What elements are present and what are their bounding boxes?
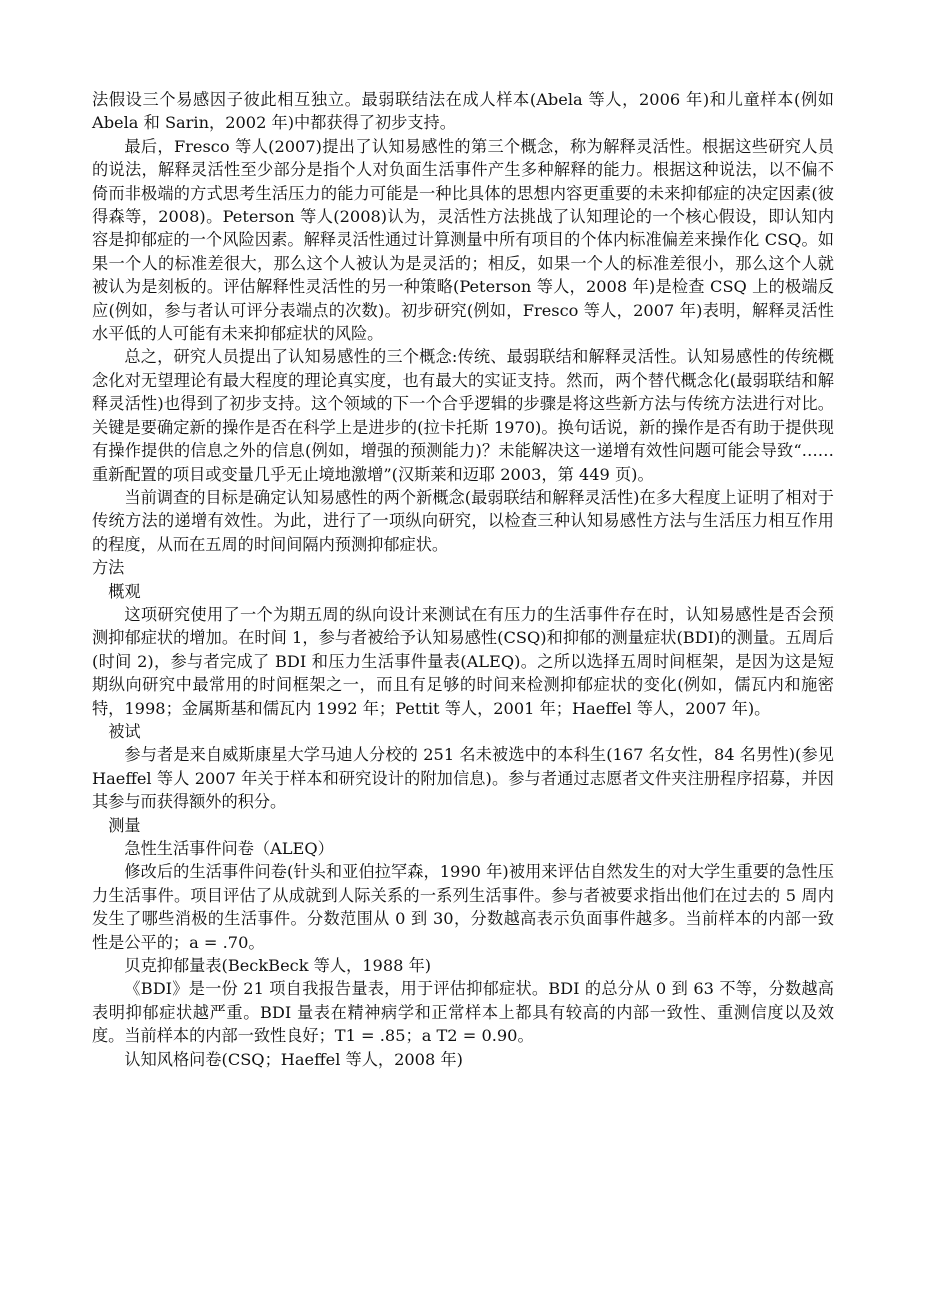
- paragraph-current-study-goal: 当前调查的目标是确定认知易感性的两个新概念(最弱联结和解释灵活性)在多大程度上证明了相对于传统方法的递增有效性。为此，进行了一项纵向研究，以检查三种认知易感性方法与生活压力相互作用的程度，从而在五周的时间间隔内预测抑郁症状。: [92, 487, 834, 554]
- heading-aleq: 急性生活事件问卷（ALEQ）: [124, 839, 334, 858]
- paragraph-aleq: 修改后的生活事件问卷(针头和亚伯拉罕森，1990 年)被用来评估自然发生的对大学生重要的急性压力生活事件。项目评估了从成就到人际关系的一系列生活事件。参与者被要求指出他们在过去的 5 周内发生了哪些消极的生活事件。分数范围从 0 到 30，分数越高表示负面事件越多。当前样本的内部一致性是公平的；a = .70。: [92, 862, 834, 952]
- paragraph-explanatory-flexibility: 最后，Fresco 等人(2007)提出了认知易感性的第三个概念，称为解释灵活性。根据这些研究人员的说法，解释灵活性至少部分是指个人对负面生活事件产生多种解释的能力。根据这种说法，以不偏不倚而非极端的方式思考生活压力的能力可能是一种比具体的思想内容更重要的未来抑郁症的决定因素(彼得森等，2008)。Peterson 等人(2008)认为，灵活性方法挑战了认知理论的一个核心假设，即认知内容是抑郁症的一个风险因素。解释灵活性通过计算测量中所有项目的个体内标准偏差来操作化 CSQ。如果一个人的标准差很大，那么这个人被认为是灵活的；相反，如果一个人的标准差很小，那么这个人就被认为是刻板的。评估解释性灵活性的另一种策略(Peterson 等人，2008 年)是检查 CSQ 上的极端反应(例如，参与者认可评分表端点的次数)。初步研究(例如，Fresco 等人，2007 年)表明，解释灵活性水平低的人可能有未来抑郁症状的风险。: [92, 136, 834, 344]
- heading-methods: 方法: [92, 558, 125, 578]
- heading-subjects: 被试: [108, 721, 141, 741]
- heading-csq: 认知风格问卷(CSQ；Haeffel 等人，2008 年): [124, 1049, 463, 1069]
- paragraph-summary: 总之，研究人员提出了认知易感性的三个概念:传统、最弱联结和解释灵活性。认知易感性的传统概念化对无望理论有最大程度的理论真实度，也有最大的实证支持。然而，两个替代概念化(最弱联结和解释灵活性)也得到了初步支持。这个领域的下一个合乎逻辑的步骤是将这些新方法与传统方法进行对比。关键是要确定新的操作是否在科学上是进步的(拉卡托斯 1970)。换句话说，新的操作是否有助于提供现有操作提供的信息之外的信息(例如，增强的预测能力)？未能解决这一递增有效性问题可能会导致“……重新配置的项目或变量几乎无止境地激增”(汉斯莱和迈耶 2003，第 449 页)。: [92, 347, 834, 484]
- heading-measures: 测量: [108, 815, 141, 835]
- paragraph-subjects: 参与者是来自威斯康星大学马迪人分校的 251 名未被选中的本科生(167 名女性，84 名男性)(参见 Haeffel 等人 2007 年关于样本和研究设计的附加信息)。参与者通过志愿者文件夹注册程序招募，并因其参与而获得额外的积分。: [92, 745, 834, 812]
- heading-bdi: 贝克抑郁量表(BeckBeck 等人，1988 年): [124, 956, 432, 976]
- paragraph-intro-continued: 法假设三个易感因子彼此相互独立。最弱联结法在成人样本(Abela 等人，2006 年)和儿童样本(例如 Abela 和 Sarin，2002 年)中都获得了初步支持。: [92, 90, 834, 133]
- paragraph-bdi: 《BDI》是一份 21 项自我报告量表，用于评估抑郁症状。BDI 的总分从 0 到 63 不等，分数越高表明抑郁症状越严重。BDI 量表在精神病学和正常样本上都具有较高的内部一致性、重测信度以及效度。当前样本的内部一致性良好；T1 = .85；a T2 = 0.90。: [92, 979, 834, 1046]
- paragraph-overview: 这项研究使用了一个为期五周的纵向设计来测试在有压力的生活事件存在时，认知易感性是否会预测抑郁症状的增加。在时间 1，参与者被给予认知易感性(CSQ)和抑郁的测量症状(BDI)的测量。五周后(时间 2)，参与者完成了 BDI 和压力生活事件量表(ALEQ)。之所以选择五周时间框架，是因为这是短期纵向研究中最常用的时间框架之一，而且有足够的时间来检测抑郁症状的变化(例如，儒瓦内和施密特，1998；金属斯基和儒瓦内 1992 年；Pettit 等人，2001 年；Haeffel 等人，2007 年)。: [92, 604, 834, 718]
- heading-overview: 概观: [108, 581, 141, 601]
